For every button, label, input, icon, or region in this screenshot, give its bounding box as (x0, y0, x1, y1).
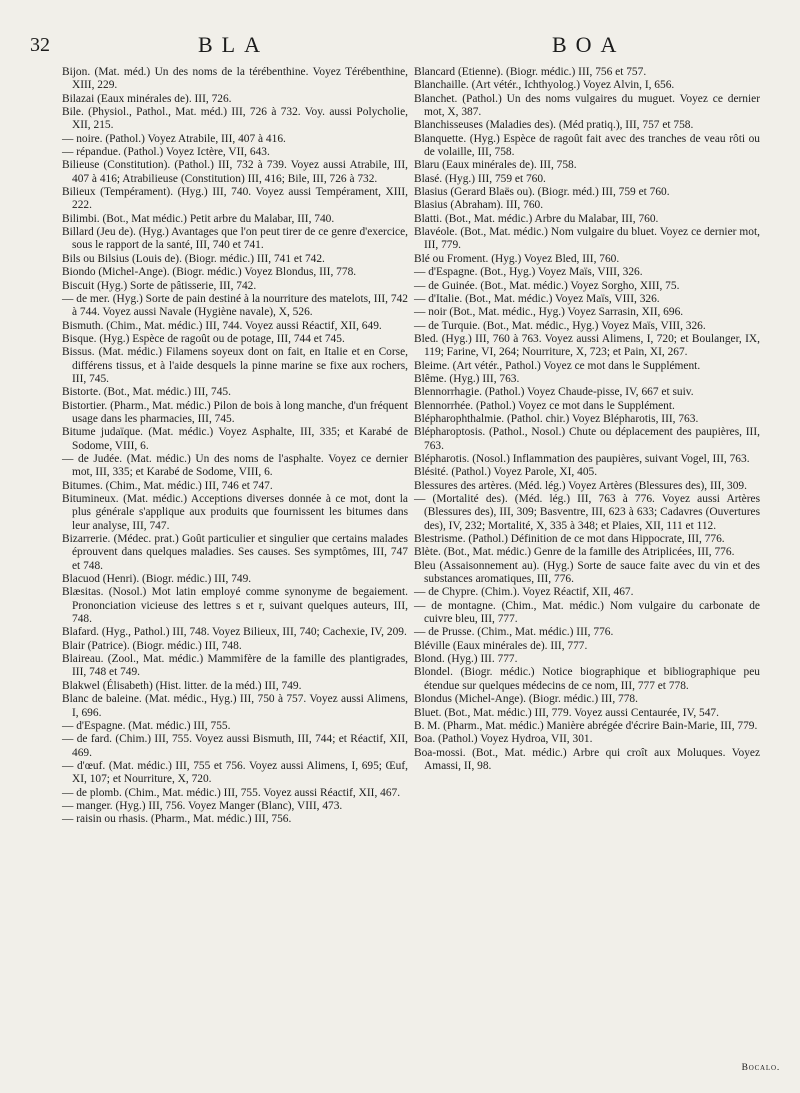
index-entry: Bitumes. (Chim., Mat. médic.) III, 746 et 747. (62, 479, 273, 492)
index-entry: Blair (Patrice). (Biogr. médic.) III, 748. (62, 639, 242, 652)
index-entry: — de Prusse. (Chim., Mat. médic.) III, 776. (414, 626, 614, 639)
index-entry: Blanchisseuses (Maladies des). (Méd pratiq.), III, 757 et 758. (414, 119, 694, 132)
running-header (0, 32, 800, 62)
index-entry: Blafard. (Hyg., Pathol.) III, 748. Voyez Bilieux, III, 740; Cachexie, IV, 209. (62, 626, 407, 639)
index-entry: — d'Espagne. (Bot., Hyg.) Voyez Maïs, VIII, 326. (414, 266, 643, 279)
index-entry: Blépharotis. (Nosol.) Inflammation des paupières, suivant Vogel, III, 763. (414, 452, 750, 465)
index-entry: Bijon. (Mat. méd.) Un des noms de la térébenthine. Voyez Térébenthine, XIII, 229. (62, 66, 408, 92)
index-entry: — d'œuf. (Mat. médic.) III, 755 et 756. Voyez aussi Alimens, I, 695; Œuf, XI, 107; et Nourriture, X, 720. (62, 759, 408, 786)
catchword: Bocalo. (741, 1063, 780, 1073)
index-entry: — manger. (Hyg.) III, 756. Voyez Manger (Blanc), VIII, 473. (62, 799, 343, 812)
left-running-head: BLA (198, 32, 269, 57)
index-entry: Blasius (Gerard Blaës ou). (Biogr. méd.) III, 759 et 760. (414, 186, 670, 199)
index-entry: Blésité. (Pathol.) Voyez Parole, XI, 405. (414, 466, 598, 479)
index-entry: Blaireau. (Zool., Mat. médic.) Mammifère de la famille des plantigrades, III, 748 et 749. (62, 653, 408, 679)
index-entry: Blète. (Bot., Mat. médic.) Genre de la famille des Atriplicées, III, 776. (414, 546, 735, 559)
index-entry: Blennorrhée. (Pathol.) Voyez ce mot dans le Supplément. (414, 399, 675, 412)
index-entry: Blasius (Abraham). III, 760. (414, 199, 544, 212)
index-entry: Blanchet. (Pathol.) Un des noms vulgaires du muguet. Voyez ce dernier mot, X, 387. (414, 92, 760, 119)
index-entry: Biondo (Michel-Ange). (Biogr. médic.) Voyez Blondus, III, 778. (62, 266, 357, 279)
index-entry: Blasé. (Hyg.) III, 759 et 760. (414, 172, 546, 185)
index-entry: — de montagne. (Chim., Mat. médic.) Nom vulgaire du carbonate de cuivre bleu, III, 777. (414, 599, 760, 626)
index-entry: Bistortier. (Pharm., Mat. médic.) Pilon de bois à long manche, d'un fréquent usage dans les pharmacies, III, 745. (62, 399, 408, 425)
index-entry: Bilieuse (Constitution). (Pathol.) III, 732 à 739. Voyez aussi Atrabile, III, 407 à 416; Atrabilieuse (Constitution) III, 416; Bile, III, 726 à 732. (62, 159, 408, 185)
index-entry: Blæsitas. (Nosol.) Mot latin employé comme synonyme de begaiement. Prononciation vicieuse des lettres s et r, suivant quelques auteurs, III, 748. (62, 586, 408, 626)
index-entry: B. M. (Pharm., Mat. médic.) Manière abrégée d'écrire Bain-Marie, III, 779. (414, 719, 758, 732)
index-entry: Boa. (Pathol.) Voyez Hydroa, VII, 301. (414, 733, 593, 746)
index-entry: — noir (Bot., Mat. médic., Hyg.) Voyez Sarrasin, XII, 696. (414, 306, 684, 319)
index-entry: Bluet. (Bot., Mat. médic.) III, 779. Voyez aussi Centaurée, IV, 547. (414, 706, 719, 719)
index-entry: Bissus. (Mat. médic.) Filamens soyeux dont on fait, en Italie et en Corse, différens tissus, et à l'aide desquels la pinne marine se fixe aux rochers, III, 745. (62, 346, 408, 385)
index-entry: Bilieux (Tempérament). (Hyg.) III, 740. Voyez aussi Tempérament, XIII, 222. (62, 186, 408, 212)
index-entry: Blennorrhagie. (Pathol.) Voyez Chaude-pisse, IV, 667 et suiv. (414, 386, 694, 399)
index-entry: Blanquette. (Hyg.) Espèce de ragoût fait avec des tranches de veau rôti ou de volaille, III, 758. (414, 132, 760, 159)
index-entry: Blancard (Etienne). (Biogr. médic.) III, 756 et 757. (414, 66, 647, 78)
index-entry: Bilazai (Eaux minérales de). III, 726. (62, 92, 232, 105)
index-entry: Bizarrerie. (Médec. prat.) Goût particulier et singulier que certains malades éprouvent dans quelques maladies. Ses causes. Ses symptômes, III, 747 et 748. (62, 533, 408, 572)
index-entry: Boa-mossi. (Bot., Mat. médic.) Arbre qui croît aux Moluques. Voyez Amassi, II, 98. (414, 746, 760, 772)
index-entry: Bils ou Bilsius (Louis de). (Biogr. médic.) III, 741 et 742. (62, 252, 325, 265)
index-entry: — répandue. (Pathol.) Voyez Ictère, VII, 643. (62, 146, 270, 159)
index-entry: — raisin ou rhasis. (Pharm., Mat. médic.) III, 756. (62, 813, 292, 826)
index-entry: Blépharophthalmie. (Pathol. chir.) Voyez Blépharotis, III, 763. (414, 412, 699, 425)
index-entry: Blanchaille. (Art vétér., Ichthyolog.) Voyez Alvin, I, 656. (414, 79, 675, 92)
index-entry: Bleime. (Art vétér., Pathol.) Voyez ce mot dans le Supplément. (414, 359, 701, 372)
left-column (62, 66, 408, 827)
index-entry: — d'Italie. (Bot., Mat. médic.) Voyez Maïs, VIII, 326. (414, 292, 660, 305)
page-number: 32 (30, 34, 50, 56)
index-entry: Blaru (Eaux minérales de). III, 758. (414, 159, 577, 172)
index-entry: Blé ou Froment. (Hyg.) Voyez Bled, III, 760. (414, 252, 620, 265)
index-entry: — noire. (Pathol.) Voyez Atrabile, III, 407 à 416. (62, 132, 286, 145)
index-entry: Bistorte. (Bot., Mat. médic.) III, 745. (62, 386, 231, 399)
index-entry: Blême. (Hyg.) III, 763. (414, 372, 520, 385)
index-entry: Bilimbi. (Bot., Mat médic.) Petit arbre du Malabar, III, 740. (62, 212, 335, 225)
index-entry: Blondus (Michel-Ange). (Biogr. médic.) III, 778. (414, 693, 638, 706)
index-entry: Blestrisme. (Pathol.) Définition de ce mot dans Hippocrate, III, 776. (414, 533, 725, 546)
index-entry: — de plomb. (Chim., Mat. médic.) III, 755. Voyez aussi Réactif, XII, 467. (62, 786, 401, 799)
index-entry: Blacuod (Henri). (Biogr. médic.) III, 749. (62, 573, 252, 586)
index-entry: Blépharoptosis. (Pathol., Nosol.) Chute ou déplacement des paupières, III, 763. (414, 426, 760, 452)
index-entry: Bitumineux. (Mat. médic.) Acceptions diverses donnée à ce mot, dont la plus générale s'applique aux produits que fournissent les bitumes dans leur analyse, III, 747. (62, 493, 408, 532)
index-entry: — de Guinée. (Bot., Mat. médic.) Voyez Sorgho, XIII, 75. (414, 279, 680, 292)
index-entry: — de mer. (Hyg.) Sorte de pain destiné à la nourriture des matelots, III, 742 à 744. Voyez aussi Navale (Hygiène navale), X, 526. (62, 292, 408, 319)
index-entry: — d'Espagne. (Mat. médic.) III, 755. (62, 719, 231, 732)
index-entry: Blondel. (Biogr. médic.) Notice biographique et bibliographique peu étendue sur quelques médecins de ce nom, III, 777 et 778. (414, 666, 760, 692)
index-entry: — de Judée. (Mat. médic.) Un des noms de l'asphalte. Voyez ce dernier mot, III, 335; et Karabé de Sodome, VIII, 6. (62, 452, 408, 479)
index-entry: Bléville (Eaux minérales de). III, 777. (414, 639, 588, 652)
index-entry: Blatti. (Bot., Mat. médic.) Arbre du Malabar, III, 760. (414, 212, 659, 225)
index-entry: Biscuit (Hyg.) Sorte de pâtisserie, III, 742. (62, 279, 257, 292)
index-entry: Bismuth. (Chim., Mat. médic.) III, 744. Voyez aussi Réactif, XII, 649. (62, 319, 382, 332)
index-entry: Blakwel (Élisabeth) (Hist. litter. de la méd.) III, 749. (62, 679, 302, 692)
right-running-head: BOA (552, 32, 626, 57)
index-entry: Bisque. (Hyg.) Espèce de ragoût ou de potage, III, 744 et 745. (62, 332, 345, 345)
right-column (414, 66, 760, 773)
index-entry: — de fard. (Chim.) III, 755. Voyez aussi Bismuth, III, 744; et Réactif, XII, 469. (62, 733, 408, 759)
index-entry: — de Turquie. (Bot., Mat. médic., Hyg.) Voyez Maïs, VIII, 326. (414, 319, 706, 332)
index-entry: — de Chypre. (Chim.). Voyez Réactif, XII, 467. (414, 586, 634, 599)
index-entry: Blanc de baleine. (Mat. médic., Hyg.) III, 750 à 757. Voyez aussi Alimens, I, 696. (62, 693, 408, 719)
index-entry: Blavéole. (Bot., Mat. médic.) Nom vulgaire du bluet. Voyez ce dernier mot, III, 779. (414, 226, 760, 252)
index-entry: Bled. (Hyg.) III, 760 à 763. Voyez aussi Alimens, I, 720; et Boulanger, IX, 119; Farine, VI, 264; Nourriture, X, 723; et Pain, XI, 267. (414, 332, 760, 359)
index-entry: Billard (Jeu de). (Hyg.) Avantages que l'on peut tirer de ce genre d'exercice, sous le rapport de la santé, III, 740 et 741. (62, 226, 408, 252)
index-entry: — (Mortalité des). (Méd. lég.) III, 763 à 776. Voyez aussi Artères (Blessures des), III, 309; Basventre, III, 623 à 633; Cadavres (Ouvertures des), IV, 232; Mortalité, X, 335 à 348; et Plaies, XII, 111 et 112. (414, 493, 760, 532)
index-entry: Blond. (Hyg.) III. 777. (414, 653, 518, 666)
index-entry: Blessures des artères. (Méd. lég.) Voyez Artères (Blessures des), III, 309. (414, 479, 747, 492)
index-entry: Bile. (Physiol., Pathol., Mat. méd.) III, 726 à 732. Voy. aussi Polycholie, XII, 215. (62, 106, 408, 132)
index-entry: Bitume judaïque. (Mat. médic.) Voyez Asphalte, III, 335; et Karabé de Sodome, VIII, 6. (62, 426, 408, 452)
index-entry: Bleu (Assaisonnement au). (Hyg.) Sorte de sauce faite avec du vin et des substances aromatiques, III, 776. (414, 559, 760, 586)
